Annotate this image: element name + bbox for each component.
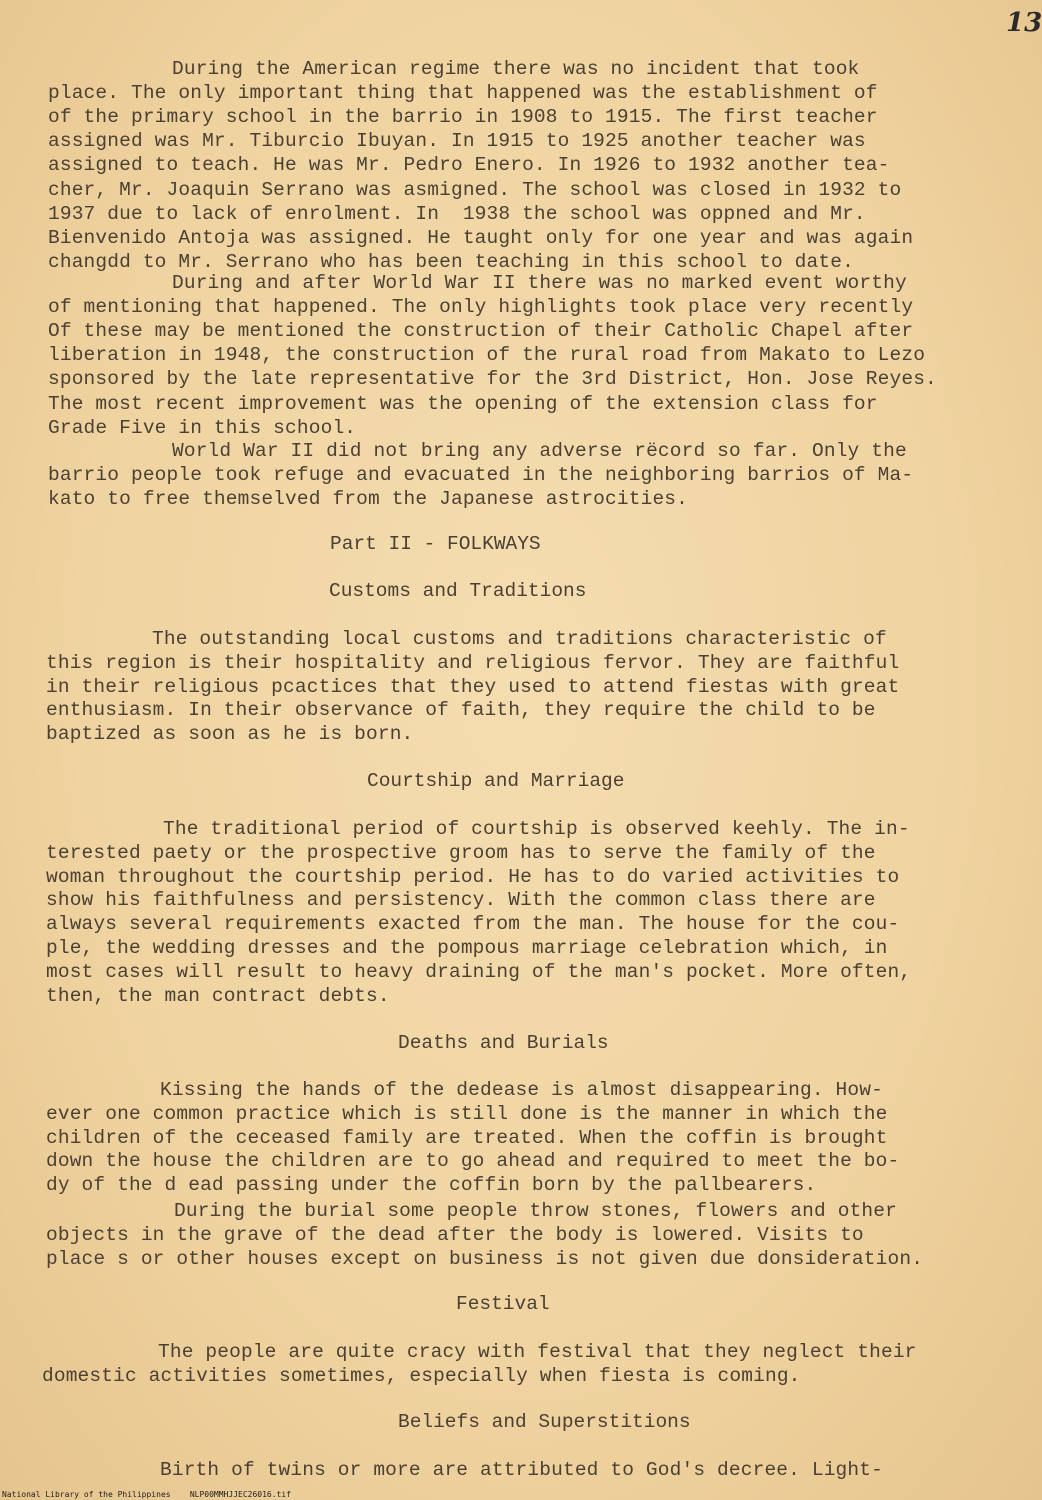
text-line: then, the man contract debts. (46, 984, 390, 1007)
text-line: During the burial some people throw stones, flowers and other (174, 1200, 897, 1222)
text-line: ever one common practice which is still done is the manner in which the (46, 1102, 888, 1125)
text-line: Grade Five in this school. (48, 416, 357, 439)
part-heading: Part II - FOLKWAYS (330, 533, 541, 555)
text-line: children of the ceceased family are treated. When the coffin is brought (46, 1126, 888, 1149)
text-line: always several requirements exacted from the man. The house for the cou- (46, 913, 900, 936)
text-line: Of these may be mentioned the construction of their Catholic Chapel after (48, 320, 914, 343)
deaths-heading: Deaths and Burials (398, 1032, 609, 1054)
text-line: dy of the d ead passing under the coffin born by the pallbearers. (46, 1174, 817, 1197)
text-line: Birth of twins or more are attributed to God's decree. Light- (160, 1459, 883, 1481)
text-line: woman throughout the courtship period. He has to do varied activities to (46, 865, 900, 888)
text-line: assigned to teach. He was Mr. Pedro Enero. In 1926 to 1932 another tea- (48, 154, 890, 177)
beliefs-heading: Beliefs and Superstitions (398, 1411, 691, 1433)
text-line: Bienvenido Antoja was assigned. He taught only for one year and was again (48, 226, 914, 249)
page-number: 13 (1006, 8, 1042, 38)
text-line: liberation in 1948, the construction of the rural road from Makato to Lezo (48, 344, 926, 367)
courtship-heading: Courtship and Marriage (367, 770, 625, 792)
text-line: The most recent improvement was the opening of the extension class for (48, 392, 878, 415)
text-line: During and after World War II there was no marked event worthy (172, 272, 907, 294)
text-line: this region is their hospitality and religious fervor. They are faithful (46, 651, 900, 674)
text-line: place s or other houses except on business is not given due donsideration. (46, 1248, 924, 1270)
text-line: The outstanding local customs and traditions characteristic of (152, 628, 887, 650)
text-line: cher, Mr. Joaquin Serrano was asmigned. The school was closed in 1932 to (48, 178, 902, 201)
text-line: down the house the children are to go ahead and required to meet the bo- (46, 1150, 900, 1173)
text-line: place. The only important thing that happened was the establishment of (48, 82, 878, 105)
text-line: The people are quite cracy with festival that they neglect their (158, 1341, 917, 1363)
text-line: terested paety or the prospective groom has to serve the family of the (46, 841, 876, 864)
text-line: changdd to Mr. Serrano who has been teaching in this school to date. (48, 250, 854, 273)
text-line: Kissing the hands of the dedease is almost disappearing. How- (160, 1079, 883, 1101)
text-line: of mentioning that happened. The only highlights took place very recently (48, 296, 914, 319)
text-line: assigned was Mr. Tiburcio Ibuyan. In 1915 to 1925 another teacher was (48, 130, 866, 153)
text-line: ple, the wedding dresses and the pompous marriage celebration which, in (46, 937, 888, 959)
text-line: During the American regime there was no incident that took (172, 58, 860, 80)
text-line: show his faithfulness and persistency. With the common class there are (46, 889, 876, 912)
text-line: domestic activities sometimes, especially when fiesta is coming. (42, 1365, 801, 1387)
customs-heading: Customs and Traditions (329, 580, 587, 602)
text-line: barrio people took refuge and evacuated in the neighboring barrios of Ma- (48, 464, 914, 486)
festival-heading: Festival (456, 1293, 550, 1315)
text-line: kato to free themselved from the Japanese astrocities. (48, 488, 689, 510)
text-line: most cases will result to heavy draining of the man's pocket. More often, (46, 960, 912, 983)
text-line: The traditional period of courtship is observed keehly. The in- (163, 818, 910, 840)
text-line: 1937 due to lack of enrolment. In 1938 the school was oppned and Mr. (48, 202, 866, 225)
text-line: baptized as soon as he is born. (46, 723, 414, 746)
archive-footer: National Library of the Philippines NLP00MMHJJEC26016.tif (2, 1490, 291, 1499)
text-line: of the primary school in the barrio in 1908 to 1915. The first teacher (48, 106, 878, 129)
text-line: in their religious pcactices that they used to attend fiestas with great (46, 675, 900, 698)
text-line: World War II did not bring any adverse rëcord so far. Only the (172, 440, 907, 462)
text-line: enthusiasm. In their observance of faith, they require the child to be (46, 699, 876, 722)
text-line: objects in the grave of the dead after the body is lowered. Visits to (46, 1224, 864, 1246)
text-line: sponsored by the late representative for the 3rd District, Hon. Jose Reyes. (48, 368, 937, 391)
